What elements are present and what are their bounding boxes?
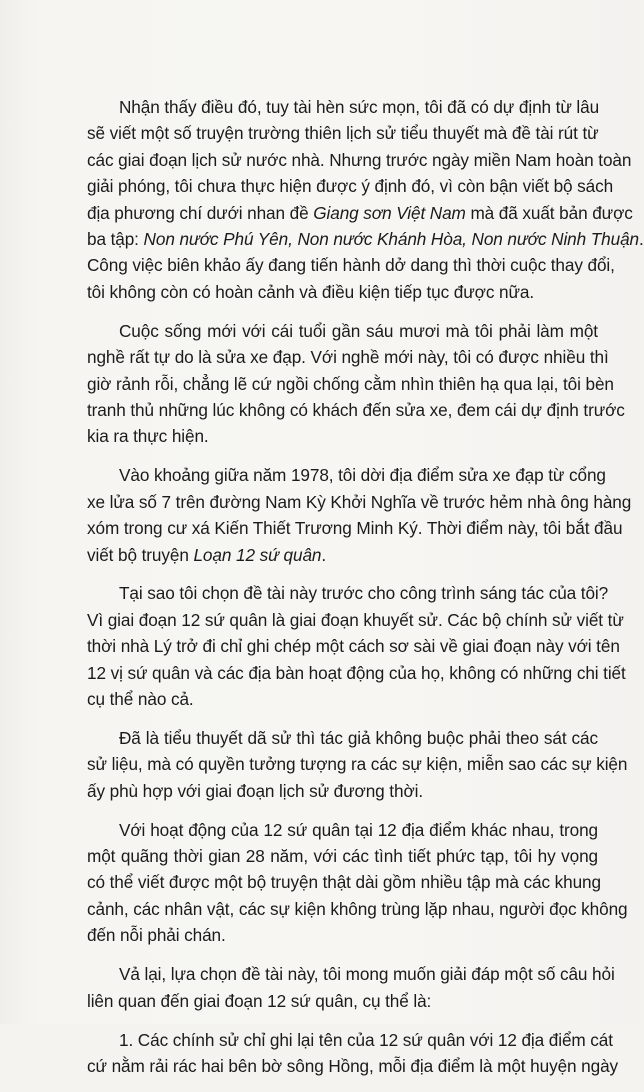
text-line: [87, 1027, 613, 1053]
text-line: [87, 344, 609, 370]
text-run: Nhận thấy điều đó, tuy tài hèn sức mọn, tôi đã có dự định từ lâu: [119, 97, 600, 117]
text-line: [87, 988, 598, 1014]
text-line: [87, 843, 598, 869]
text-line: [87, 279, 598, 305]
text-line: [87, 607, 624, 633]
text-run: cứ nằm rải rác hai bên bờ sông Hồng, mỗi địa điểm là một huyện ngày: [87, 1055, 619, 1076]
text-line: [87, 542, 598, 568]
text-run: Tại sao tôi chọn đề tài này trước cho công trình sáng tác của tôi?: [119, 583, 609, 604]
text-line: [87, 423, 598, 449]
text-run: xóm trong cư xá Kiến Thiết Trương Minh Ký. Thời điểm này, tôi bắt đầu: [87, 518, 623, 539]
text-run: viết bộ truyện: [87, 544, 194, 565]
paragraph: [87, 961, 615, 1014]
text-run: có thể viết được một bộ truyện thật dài gồm nhiều tập mà các khung: [87, 872, 601, 893]
text-line: [87, 817, 598, 843]
text-line: [87, 778, 598, 804]
text-line: [87, 686, 598, 712]
text-run: cảnh, các nhân vật, các sự kiện không trùng lặp nhau, người đọc không: [87, 898, 628, 919]
paragraph: [87, 580, 626, 712]
text-run: một quãng thời gian 28 năm, với các tình tiết phức tạp, tôi hy vọng: [87, 846, 598, 867]
text-line: [87, 515, 623, 541]
text-run: giờ rảnh rỗi, chẳng lẽ cứ ngồi chống cằm nhìn thiên hạ qua lại, tôi bèn: [87, 373, 614, 394]
text-line: [87, 869, 601, 895]
text-line: [87, 580, 609, 606]
text-line: [87, 633, 620, 659]
text-run: xe lửa số 7 trên đường Nam Kỳ Khởi Nghĩa về trước hẻm nhà ông hàng: [87, 491, 632, 512]
text-run: tôi không còn có hoàn cảnh và điều kiện tiếp tục được nữa.: [87, 281, 535, 302]
text-line: [87, 147, 632, 173]
text-run: Với hoạt động của 12 sứ quân tại 12 địa điểm khác nhau, trong: [119, 819, 598, 840]
body-text: [87, 94, 644, 1092]
text-line: [87, 896, 628, 922]
text-line: [87, 922, 598, 948]
text-run: địa phương chí dưới nhan đề: [87, 202, 314, 223]
text-run: Đã là tiểu thuyết dã sử thì tác giả không buộc phải theo sát các: [119, 727, 598, 748]
paragraph: [87, 94, 644, 305]
text-line: [87, 751, 628, 777]
text-run: mà đã xuất bản được: [465, 202, 633, 223]
text-run: Vả lại, lựa chọn đề tài này, tôi mong muốn giải đáp một số câu hỏi: [119, 964, 615, 985]
text-run: nghề rất tự do là sửa xe đạp. Với nghề mới này, tôi có được nhiều thì: [87, 347, 609, 368]
text-run: Vào khoảng giữa năm 1978, tôi dời địa điểm sửa xe đạp từ cổng: [119, 465, 606, 486]
text-line: [87, 94, 598, 120]
text-run: các giai đoạn lịch sử nước nhà. Nhưng trước ngày miền Nam hoàn toàn: [87, 149, 632, 170]
paragraph: [87, 817, 628, 949]
text-line: [87, 660, 626, 686]
text-run: ba tập:: [87, 229, 144, 250]
paragraph: [87, 462, 632, 568]
text-run: 1. Các chính sử chỉ ghi lại tên của 12 sứ quân với 12 địa điểm cát: [119, 1029, 613, 1050]
text-run: .: [321, 544, 327, 565]
paragraph: [87, 318, 625, 450]
italic-title: Loạn 12 sứ quân: [193, 544, 322, 565]
text-line: [87, 173, 614, 199]
text-run: thời nhà Lý trở đi chỉ ghi chép một cách sơ sài về giai đoạn này với tên: [87, 636, 620, 657]
text-line: [87, 725, 598, 751]
text-run: liên quan đến giai đoạn 12 sứ quân, cụ thể là:: [87, 990, 432, 1011]
italic-title: Giang sơn Việt Nam: [313, 202, 466, 223]
text-run: ấy phù hợp với giai đoạn lịch sử đương thời.: [87, 780, 424, 801]
text-run: giải phóng, tôi chưa thực hiện được ý định đó, vì còn bận viết bộ sách: [87, 176, 614, 197]
text-run: Cuộc sống mới với cái tuổi gần sáu mươi mà tôi phải làm một: [119, 320, 598, 341]
text-line: [87, 120, 598, 146]
text-line: [87, 252, 615, 278]
text-run: .: [639, 229, 644, 250]
text-line: [87, 1053, 619, 1079]
text-run: sử liệu, mà có quyền tưởng tượng ra các sự kiện, miễn sao các sự kiện: [87, 754, 628, 775]
italic-title: Non nước Phú Yên, Non nước Khánh Hòa, Non nước Ninh Thuận: [143, 229, 639, 250]
text-line: [87, 489, 632, 515]
text-line: [87, 226, 644, 252]
paragraph: [87, 1027, 619, 1080]
text-run: cụ thể nào cả.: [87, 689, 194, 710]
text-line: [87, 397, 625, 423]
text-line: [87, 462, 606, 488]
text-run: Vì giai đoạn 12 sứ quân là giai đoạn khuyết sử. Các bộ chính sử viết từ: [87, 609, 624, 630]
text-run: tranh thủ những lúc không có khách đến sửa xe, đem cái dự định trước: [87, 399, 625, 420]
text-run: đến nỗi phải chán.: [87, 925, 226, 946]
text-line: [87, 371, 614, 397]
text-line: [87, 200, 633, 226]
text-run: Công việc biên khảo ấy đang tiến hành dở dang thì thời cuộc thay đổi,: [87, 255, 615, 276]
text-run: 12 vị sứ quân và các địa bàn hoạt động của họ, không có những chi tiết: [87, 662, 626, 683]
text-line: [87, 961, 615, 987]
text-line: [87, 318, 598, 344]
text-run: kia ra thực hiện.: [87, 426, 209, 447]
text-run: sẽ viết một số truyện trường thiên lịch sử tiểu thuyết mà đề tài rút từ: [87, 123, 599, 144]
paragraph: [87, 725, 628, 804]
